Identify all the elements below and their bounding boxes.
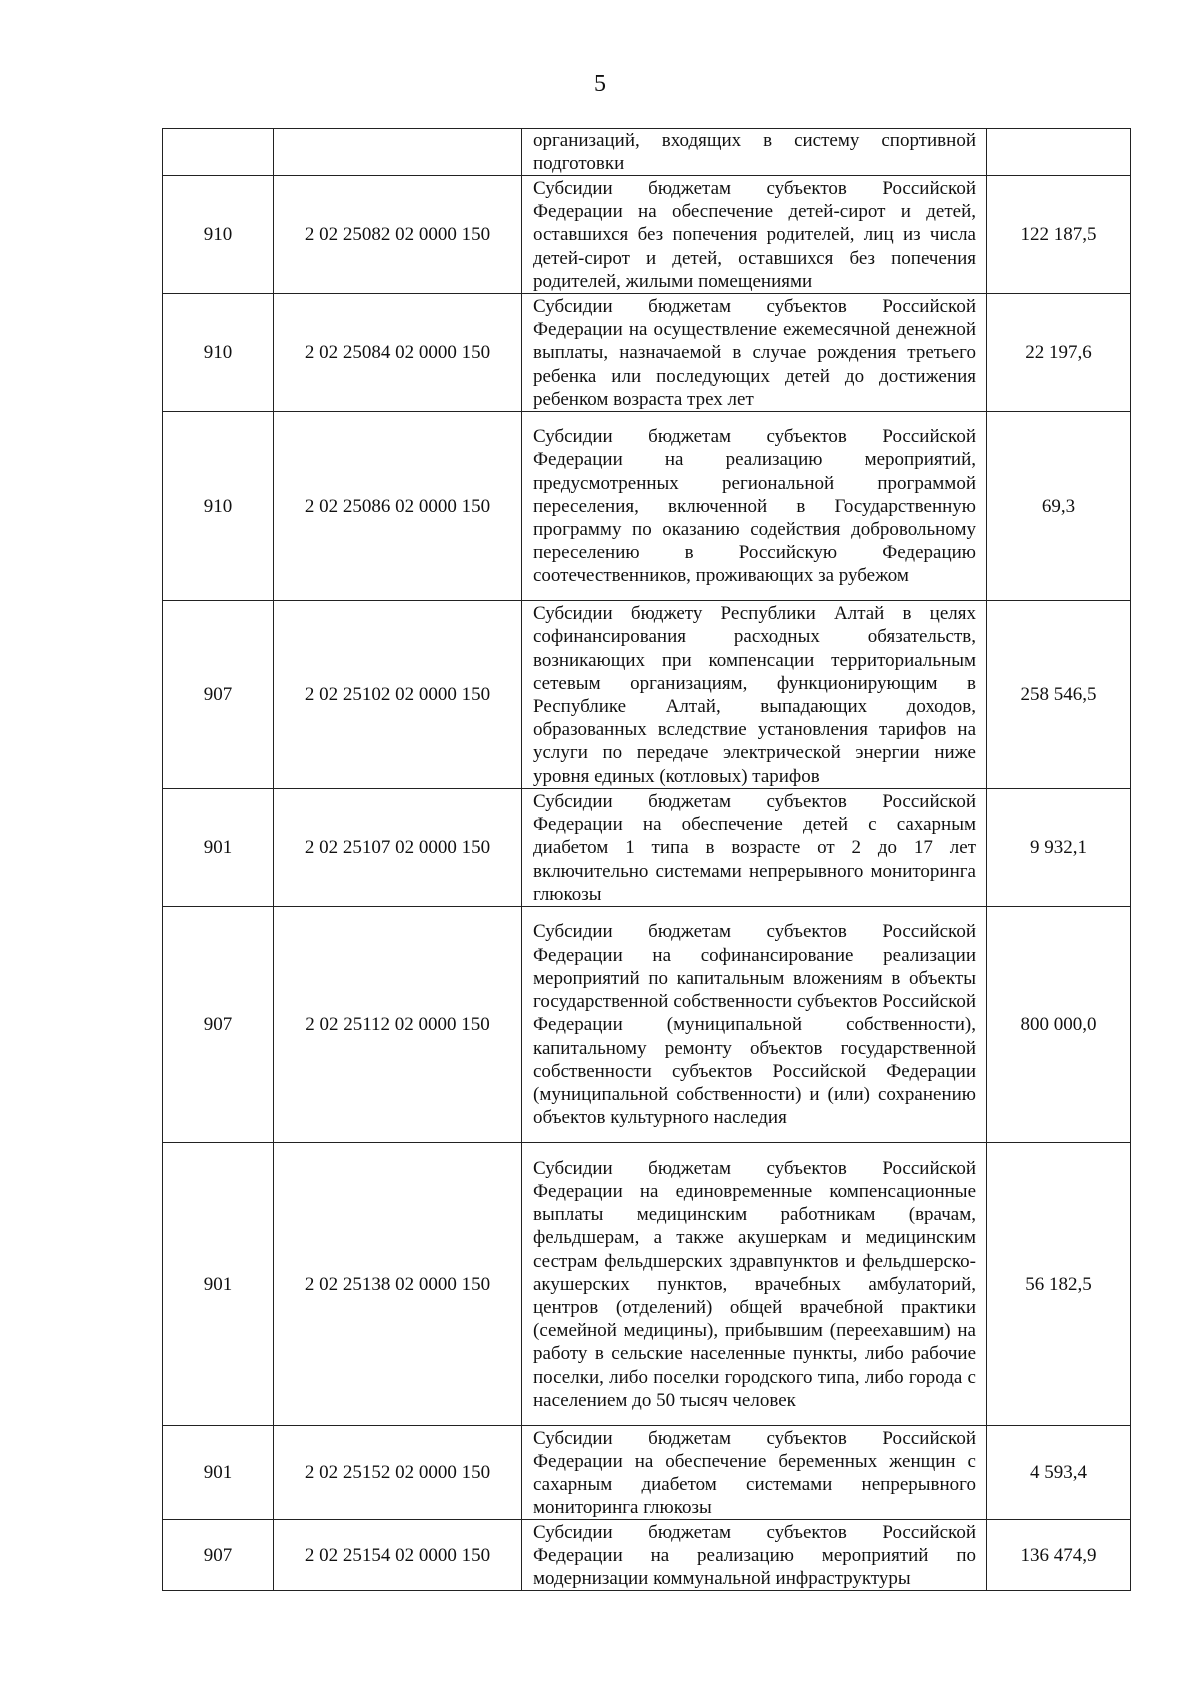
budget-code-cell: [274, 129, 522, 176]
budget-code-cell: 2 02 25152 02 0000 150: [274, 1426, 522, 1520]
admin-code-cell: 910: [163, 412, 274, 601]
admin-code-cell: 907: [163, 907, 274, 1143]
admin-code-cell: 901: [163, 789, 274, 907]
admin-code-cell: 907: [163, 601, 274, 789]
admin-code-cell: 907: [163, 1520, 274, 1591]
table-row: [163, 176, 1131, 294]
description-cell: Субсидии бюджетам субъектов Российской Федерации на единовременные компенсационные выплаты медицинским работникам (врачам, фельдшерам, а также акушеркам и медицинским сестрам фельдшерских здравпунктов и фельдшерско-акушерских пунктов, врачебных амбулаторий, центров (отделений) общей врачебной практики (семейной медицины), прибывшим (переехавшим) на работу в сельские населенные пункты, либо рабочие поселки, либо поселки городского типа, либо города с населением до 50 тысяч человек: [522, 1143, 987, 1426]
budget-code-cell: 2 02 25107 02 0000 150: [274, 789, 522, 907]
admin-code-cell: [163, 129, 274, 176]
table-row: [163, 907, 1131, 1143]
table-row: [163, 129, 1131, 176]
amount-cell: 136 474,9: [987, 1520, 1131, 1591]
description-cell: Субсидии бюджетам субъектов Российской Федерации на софинансирование реализации мероприятий по капитальным вложениям в объекты государственной собственности субъектов Российской Федерации (муниципальной собственности), капитальному ремонту объектов государственной собственности субъектов Российской Федерации (муниципальной собственности) и (или) сохранению объектов культурного наследия: [522, 907, 987, 1143]
budget-code-cell: 2 02 25082 02 0000 150: [274, 176, 522, 294]
budget-code-cell: 2 02 25086 02 0000 150: [274, 412, 522, 601]
table-row: [163, 294, 1131, 412]
amount-cell: 122 187,5: [987, 176, 1131, 294]
amount-cell: 4 593,4: [987, 1426, 1131, 1520]
amount-cell: 800 000,0: [987, 907, 1131, 1143]
budget-code-cell: 2 02 25138 02 0000 150: [274, 1143, 522, 1426]
amount-cell: [987, 129, 1131, 176]
description-cell: Субсидии бюджету Республики Алтай в целях софинансирования расходных обязательств, возникающих при компенсации территориальным сетевым организациям, функционирующим в Республике Алтай, выпадающих доходов, образованных вследствие установления тарифов на услуги по передаче электрической энергии ниже уровня единых (котловых) тарифов: [522, 601, 987, 789]
admin-code-cell: 910: [163, 176, 274, 294]
table-row: [163, 1143, 1131, 1426]
table-row: [163, 789, 1131, 907]
admin-code-cell: 901: [163, 1426, 274, 1520]
description-cell: организаций, входящих в систему спортивной подготовки: [522, 129, 987, 176]
table-row: [163, 1426, 1131, 1520]
amount-cell: 69,3: [987, 412, 1131, 601]
description-cell: Субсидии бюджетам субъектов Российской Федерации на обеспечение детей-сирот и детей, оставшихся без попечения родителей, лиц из числа детей-сирот и детей, оставшихся без попечения родителей, жилыми помещениями: [522, 176, 987, 294]
budget-code-cell: 2 02 25084 02 0000 150: [274, 294, 522, 412]
budget-code-cell: 2 02 25112 02 0000 150: [274, 907, 522, 1143]
description-cell: Субсидии бюджетам субъектов Российской Федерации на реализацию мероприятий, предусмотренных региональной программой переселения, включенной в Государственную программу по оказанию содействия добровольному переселению в Российскую Федерацию соотечественников, проживающих за рубежом: [522, 412, 987, 601]
description-cell: Субсидии бюджетам субъектов Российской Федерации на обеспечение детей с сахарным диабетом 1 типа в возрасте от 2 до 17 лет включительно системами непрерывного мониторинга глюкозы: [522, 789, 987, 907]
table-row: [163, 601, 1131, 789]
amount-cell: 22 197,6: [987, 294, 1131, 412]
amount-cell: 9 932,1: [987, 789, 1131, 907]
admin-code-cell: 910: [163, 294, 274, 412]
admin-code-cell: 901: [163, 1143, 274, 1426]
table-row: [163, 412, 1131, 601]
revenue-table: [162, 128, 1131, 1591]
description-cell: Субсидии бюджетам субъектов Российской Федерации на осуществление ежемесячной денежной выплаты, назначаемой в случае рождения третьего ребенка или последующих детей до достижения ребенком возраста трех лет: [522, 294, 987, 412]
description-cell: Субсидии бюджетам субъектов Российской Федерации на реализацию мероприятий по модернизации коммунальной инфраструктуры: [522, 1520, 987, 1591]
amount-cell: 258 546,5: [987, 601, 1131, 789]
page-number: 5: [594, 71, 606, 97]
table-row: [163, 1520, 1131, 1591]
amount-cell: 56 182,5: [987, 1143, 1131, 1426]
budget-code-cell: 2 02 25102 02 0000 150: [274, 601, 522, 789]
budget-code-cell: 2 02 25154 02 0000 150: [274, 1520, 522, 1591]
description-cell: Субсидии бюджетам субъектов Российской Федерации на обеспечение беременных женщин с сахарным диабетом системами непрерывного мониторинга глюкозы: [522, 1426, 987, 1520]
